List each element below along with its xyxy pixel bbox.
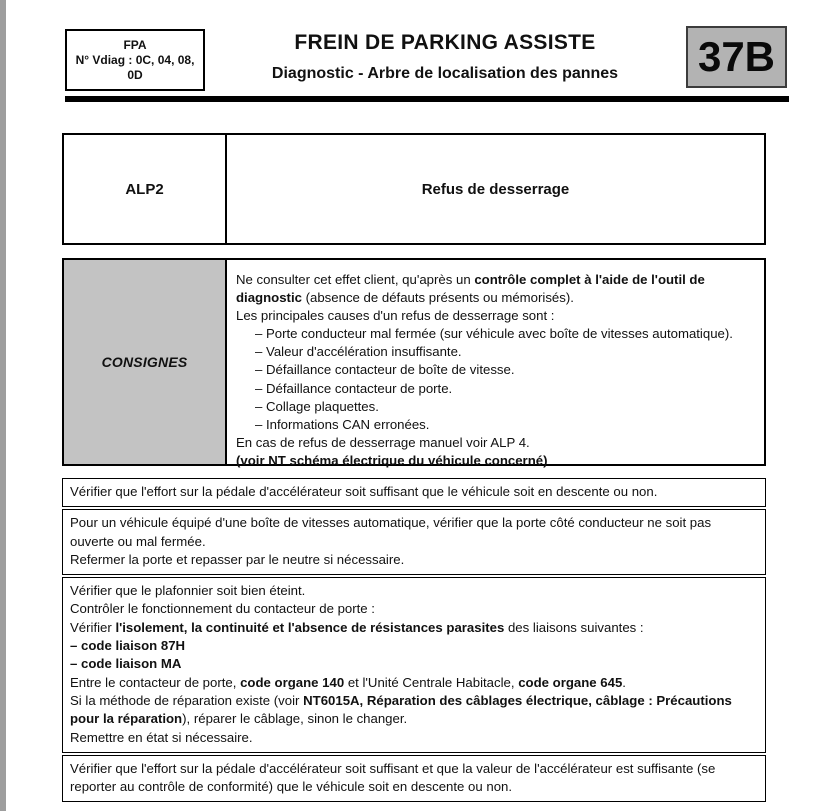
paragraph: Vérifier l'isolement, la continuité et l'absence de résistances parasites des liaisons suivantes : — [70, 619, 644, 635]
paragraph: Vérifier que l'effort sur la pédale d'accélérateur soit suffisant et que la valeur de l'accélérateur est suffisante (se reporter au contrôle de conformité) que le véhicule soit en descente ou non. — [70, 760, 716, 795]
procedure-step-4 — [62, 755, 766, 803]
section-number-badge — [686, 26, 787, 88]
paragraph: Entre le contacteur de porte, code organe 140 et l'Unité Centrale Habitacle, code organe 645. — [70, 674, 626, 690]
paragraph: Ne consulter cet effet client, qu'après un contrôle complet à l'aide de l'outil de diagnostic (absence de défauts présents ou mémorisés). — [236, 272, 705, 306]
paragraph: Refermer la porte et repasser par le neutre si nécessaire. — [70, 551, 405, 567]
scanned-page-edge — [0, 0, 6, 811]
consignes-label-cell — [64, 260, 227, 464]
fault-title-cell: Refus de desserrage — [421, 180, 570, 198]
paragraph: – Défaillance contacteur de porte. — [255, 380, 453, 396]
fault-tree-header-row — [62, 133, 766, 245]
procedure-step-3 — [62, 577, 766, 753]
paragraph: – code liaison MA — [70, 656, 182, 672]
page-title: FREIN DE PARKING ASSISTE — [294, 31, 596, 54]
paragraph: Pour un véhicule équipé d'une boîte de vitesses automatique, vérifier que la porte côté conducteur ne soit pas ouverte ou mal fermée. — [70, 515, 712, 549]
paragraph: Si la méthode de réparation existe (voir NT6015A, Réparation des câblages électrique, câblage : Précautions pour la réparation), réparer le câblage, sinon le changer. — [70, 692, 732, 727]
paragraph: Contrôler le fonctionnement du contacteur de porte : — [70, 601, 375, 617]
paragraph: – Défaillance contacteur de boîte de vitesse. — [255, 362, 515, 378]
paragraph: – Informations CAN erronées. — [255, 416, 430, 432]
procedure-steps — [62, 478, 766, 804]
paragraph: (voir NT schéma électrique du véhicule concerné) — [236, 452, 548, 468]
paragraph: Vérifier que le plafonnier soit bien éteint. — [70, 583, 306, 599]
paragraph: Les principales causes d'un refus de desserrage sont : — [236, 308, 555, 324]
vdiag-code-box — [65, 29, 205, 91]
paragraph: – Valeur d'accélération insuffisante. — [255, 344, 462, 360]
procedure-step-1 — [62, 478, 766, 507]
vdiag-line-2: N° Vdiag : 0C, 04, 08, — [75, 52, 195, 67]
paragraph: Remettre en état si nécessaire. — [70, 729, 253, 745]
section-number: 37B — [697, 33, 776, 80]
paragraph: En cas de refus de desserrage manuel voir ALP 4. — [236, 434, 530, 450]
consignes-section — [62, 258, 766, 466]
document-header — [212, 31, 678, 83]
vdiag-line-1: FPA — [123, 37, 147, 52]
vdiag-line-3: 0D — [127, 67, 143, 82]
page-subtitle: Diagnostic - Arbre de localisation des pannes — [271, 65, 619, 82]
paragraph: Vérifier que l'effort sur la pédale d'accélérateur soit suffisant que le véhicule soit en descente ou non. — [70, 484, 658, 499]
header-divider-rule — [65, 96, 789, 102]
paragraph: – code liaison 87H — [70, 638, 186, 654]
consignes-label: CONSIGNES — [101, 354, 188, 370]
paragraph: – Collage plaquettes. — [255, 398, 379, 414]
consignes-text — [227, 260, 764, 468]
paragraph: – Porte conducteur mal fermée (sur véhicule avec boîte de vitesses automatique). — [255, 326, 733, 342]
fault-code-cell: ALP2 — [64, 135, 227, 243]
procedure-step-2 — [62, 509, 766, 575]
